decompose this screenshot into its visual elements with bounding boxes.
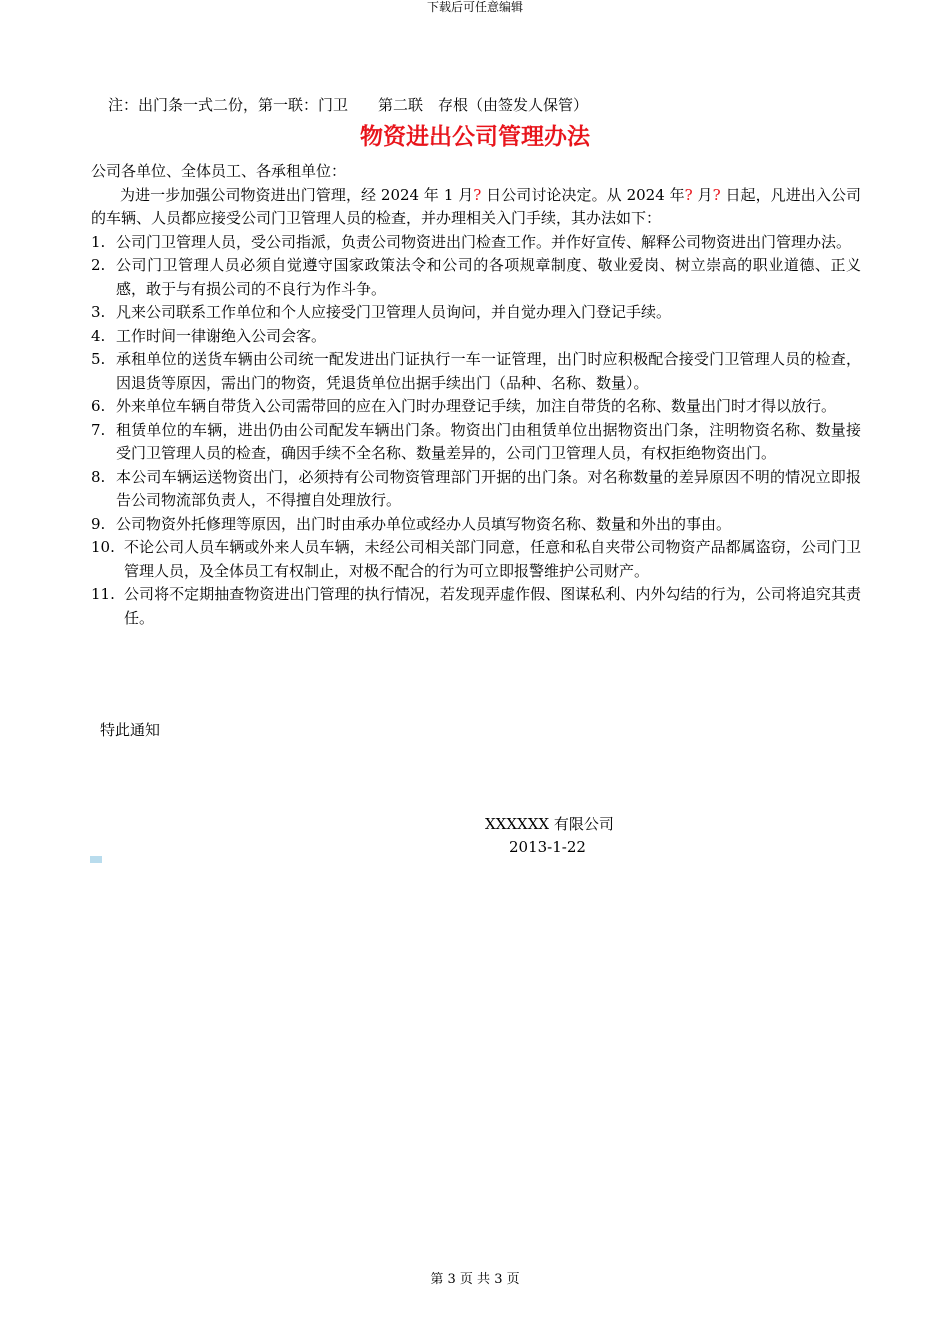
list-text: 公司门卫管理人员必须自觉遵守国家政策法令和公司的各项规章制度、敬业爱岗、树立崇高的职业道德、正义感，敢于与有损公司的不良行为作斗争。 [116, 256, 861, 298]
list-number: 5. [91, 350, 106, 368]
list-item [91, 254, 861, 301]
text-marker [90, 856, 102, 863]
intro-text: 月 [692, 185, 713, 204]
page-footer: 第 3 页 共 3 页 [430, 1272, 520, 1287]
list-item [91, 583, 861, 630]
signature-date: 2013-1-22 [509, 838, 586, 856]
list-text: 不论公司人员车辆或外来人员车辆，未经公司相关部门同意，任意和私自夹带公司物资产品都属盗窃，公司门卫管理人员，及全体员工有权制止，对极不配合的行为可立即报警维护公司财产。 [124, 538, 861, 580]
intro-text: 日公司讨论决定。从 2024 年 [481, 185, 685, 204]
list-text: 公司门卫管理人员，受公司指派，负责公司物资进出门检查工作。并作好宣传、解释公司物资进出门管理办法。 [116, 232, 852, 251]
list-number: 8. [91, 467, 106, 486]
list-item [91, 348, 861, 395]
list-number: 11. [91, 585, 115, 603]
list-number: 2. [91, 256, 106, 274]
list-number: 1. [91, 232, 106, 251]
list-text: 承租单位的送货车辆由公司统一配发进出门证执行一车一证管理，出门时应积极配合接受门卫管理人员的检查，因退货等原因，需出门的物资，凭退货单位出据手续出门（品种、名称、数量）。 [116, 350, 861, 392]
document-title: 物资进出公司管理办法 [360, 123, 590, 150]
list-text: 公司物资外托修理等原因，出门时由承办单位或经办人员填写物资名称、数量和外出的事由。 [116, 514, 732, 533]
list-item [91, 466, 861, 513]
list-item [91, 536, 861, 583]
list-item [91, 395, 861, 419]
list-text: 租赁单位的车辆，进出仍由公司配发车辆出门条。物资出门由租赁单位出据物资出门条，注明物资名称、数量接受门卫管理人员的检查，确因手续不全名称、数量差异的，公司门卫管理人员，有权拒绝物资出门。 [116, 420, 861, 462]
placeholder-mark: ? [473, 185, 482, 204]
list-number: 4. [91, 326, 106, 345]
list-number: 7. [91, 420, 106, 439]
list-number: 3. [91, 303, 106, 321]
closing-notice: 特此通知 [100, 721, 161, 739]
intro-text: 日起，凡进出入公司的车辆、人员都应接受公司门卫管理人员的检查，并办理相关入门手续，其办法如下： [91, 185, 862, 227]
list-text: 公司将不定期抽查物资进出门管理的执行情况，若发现弄虚作假、图谋私利、内外勾结的行为，公司将追究其责任。 [124, 585, 861, 627]
list-text: 外来单位车辆自带货入公司需带回的应在入门时办理登记手续，加注自带货的名称、数量出门时才得以放行。 [116, 397, 837, 415]
list-item [91, 513, 861, 537]
list-text: 本公司车辆运送物资出门，必须持有公司物资管理部门开据的出门条。对名称数量的差异原因不明的情况立即报告公司物流部负责人，不得擅自处理放行。 [116, 467, 861, 509]
signature-company: XXXXXX 有限公司 [485, 815, 614, 833]
list-number: 10. [91, 538, 115, 556]
list-text: 凡来公司联系工作单位和个人应接受门卫管理人员询问，并自觉办理入门登记手续。 [116, 303, 672, 321]
list-item [91, 301, 861, 325]
intro-paragraph [91, 184, 861, 231]
list-item [91, 231, 861, 255]
header-note: 下载后可任意编辑 [426, 0, 523, 14]
intro-text: 为进一步加强公司物资进出门管理，经 2024 年 1 月 [120, 185, 474, 204]
list-number: 6. [91, 397, 106, 415]
list-number: 9. [91, 514, 106, 533]
list-item [91, 419, 861, 466]
list-item [91, 325, 861, 349]
placeholder-mark: ? [684, 185, 693, 204]
list-text: 工作时间一律谢绝入公司会客。 [116, 326, 327, 345]
salutation: 公司各单位、全体员工、各承租单位： [91, 162, 347, 180]
document-body [91, 160, 861, 630]
form-note: 注：出门条一式二份，第一联：门卫 第二联 存根（由签发人保管） [108, 96, 589, 114]
placeholder-mark: ? [712, 185, 721, 204]
